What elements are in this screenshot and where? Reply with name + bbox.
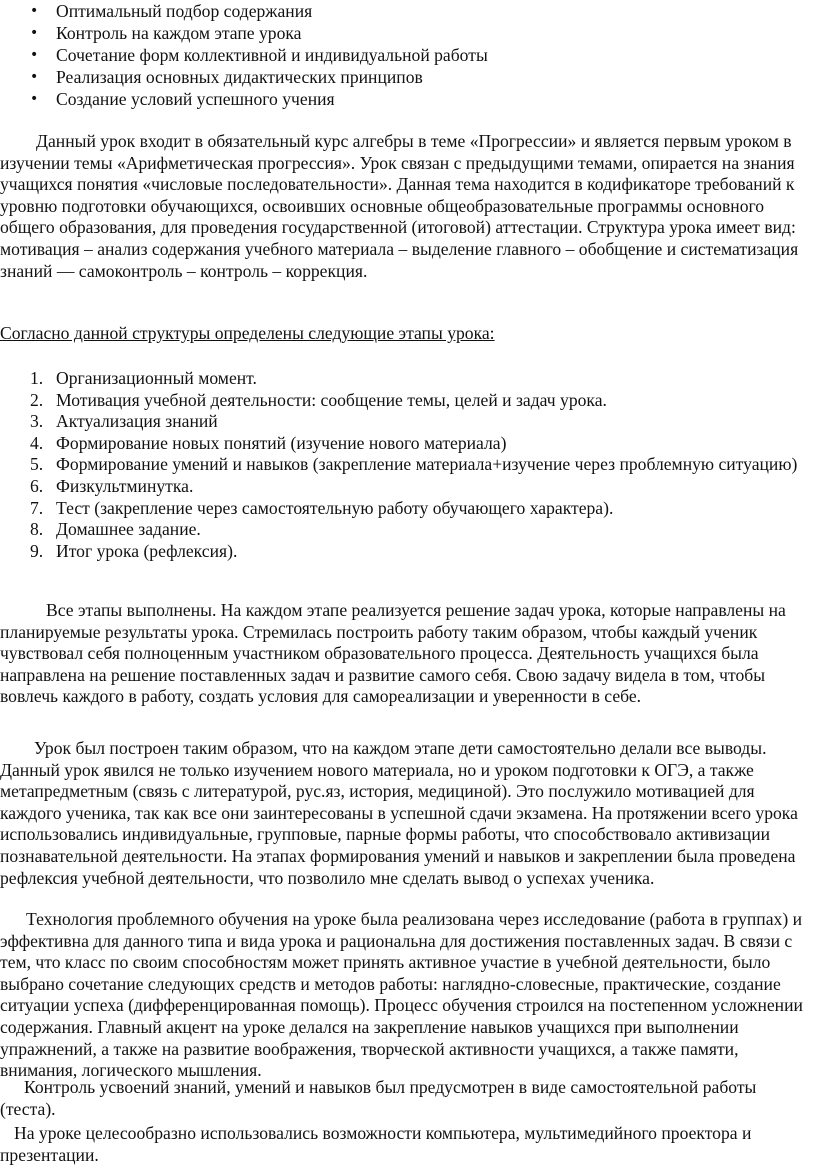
list-item: • Реализация основных дидактических принципов [0,67,488,89]
list-item [0,368,800,390]
stage-text: Физкультминутка. [56,475,194,496]
list-item [0,433,800,455]
stage-number: 9. [30,540,44,561]
structure-paragraph: Урок был построен таким образом, что на каждом этапе дети самостоятельно делали все выводы. Данный урок явился не только изучением нового материала, но и уроком подготовки к ОГЭ, а также метапредметным (связь с литературой, рус.яз, история, медициной). Это послужило мотивацией для каждого ученика, так как все они заинтересованы в успешной сдачи экзамена. На протяжении всего урока использовались индивидуальные, групповые, парные формы работы, что способствовало активизации познавательной деятельности. На этапах формирования умений и навыков и закреплении была проведена рефлексия учебной деятельности, что позволило мне сделать вывод о успехах ученика. [0,738,798,888]
stage-text: Актуализация знаний [56,411,218,432]
list-item [0,454,800,476]
stage-text: Формирование умений и навыков (закрепление материала+изучение через проблемную ситуацию) [56,454,798,475]
stage-text: Тест (закрепление через самостоятельную работу обучающего характера). [56,497,614,518]
stage-text: Мотивация учебной деятельности: сообщение темы, целей и задач урока. [56,389,607,410]
list-item [0,476,800,498]
stage-number: 8. [30,519,44,540]
list-item [0,498,800,520]
stage-number: 4. [30,432,44,453]
stages-heading: Согласно данной структуры определены следующие этапы урока: [0,323,495,343]
technology-paragraph: Технология проблемного обучения на уроке была реализована через исследование (работа в группах) и эффективна для данного типа и вида урока и рациональна для достижения поставленных задач. В связи с тем, что класс по своим способностям может принять активное участие в учебной деятельности, было выбрано сочетание следующих средств и методов работы: наглядно-словесные, практические, создание ситуации успеха (дифференцированная помощь). Процесс обучения строился на постепенном усложнении содержания. Главный акцент на уроке делался на закрепление навыков учащихся при выполнении упражнений, а также на развитие воображения, творческой активности учащихся, а также памяти, внимания, логического мышления. [0,909,803,1081]
computer-paragraph: На уроке целесообразно использовались возможности компьютера, мультимедийного проектора и презентации. [0,1123,752,1165]
stages-done-paragraph: Все этапы выполнены. На каждом этапе реализуется решение задач урока, которые направлены на планируемые результаты урока. Стремилась построить работу таким образом, чтобы каждый ученик чувствовал себя полноценным участником образовательного процесса. Деятельность учащихся была направлена на решение поставленных задач и развитие самого себя. Свою задачу видела в том, чтобы вовлечь каждого в работу, создать условия для самореализации и уверенности в себе. [0,600,786,707]
list-item: • Сочетание форм коллективной и индивидуальной работы [0,45,488,67]
stage-number: 3. [30,411,44,432]
stage-text: Организационный момент. [56,368,257,388]
list-item [0,390,800,412]
stages-list [0,368,800,562]
principles-list [0,1,488,111]
stage-text: Формирование новых понятий (изучение нового материала) [56,432,507,453]
list-item: • Контроль на каждом этапе урока [0,23,488,45]
list-item: • Создание условий успешного учения [0,89,488,111]
intro-paragraph: Данный урок входит в обязательный курс алгебры в теме «Прогрессии» и является первым уроком в изучении темы «Арифметическая прогрессия». Урок связан с предыдущими темами, опирается на знания учащихся понятия «числовые последовательности». Данная тема находится в кодификаторе требований к уровню подготовки обучающихся, освоивших основные общеобразовательные программы основного общего образования, для проведения государственной (итоговой) аттестации. Структура урока имеет вид: мотивация – анализ содержания учебного материала – выделение главного – обобщение и систематизация знаний — самоконтроль – контроль – коррекция. [0,131,799,281]
stage-number: 6. [30,475,44,496]
stage-text: Итог урока (рефлексия). [56,540,238,561]
list-item: • Оптимальный подбор содержания [0,1,488,23]
list-item [0,519,800,541]
stage-number: 1. [30,368,44,388]
list-item [0,411,800,433]
list-item [0,541,800,563]
stage-number: 2. [30,389,44,410]
stage-number: 5. [30,454,44,475]
stage-text: Домашнее задание. [56,519,201,540]
control-paragraph: Контроль усвоений знаний, умений и навыков был предусмотрен в виде самостоятельной работы (теста). [0,1077,757,1119]
stage-number: 7. [30,497,44,518]
